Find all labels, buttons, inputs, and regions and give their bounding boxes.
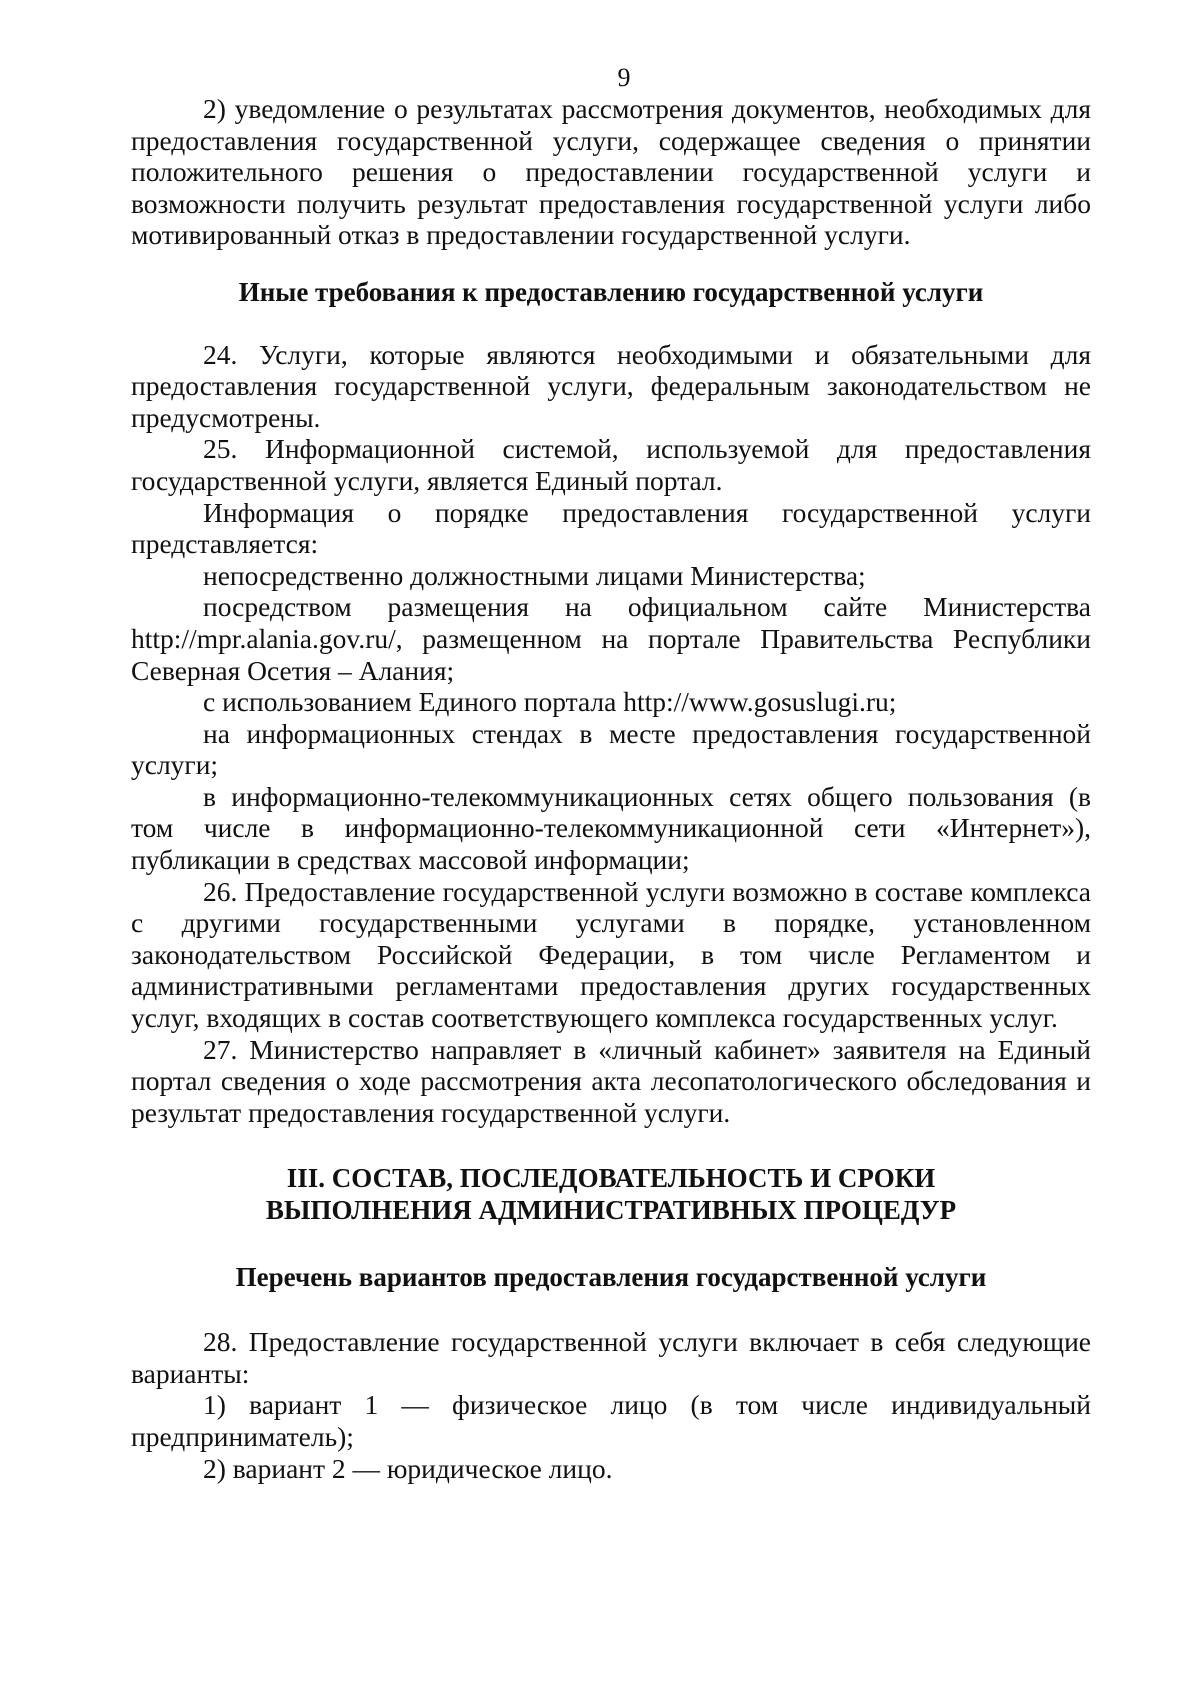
paragraph-info-networks: в информационно-телекоммуникационных сетях общего пользования (в том числе в информационно-телекоммуникационной сети «Интернет»), публикации в средствах массовой информации; (131, 780, 1091, 876)
paragraph-variant-1: 1) вариант 1 — физическое лицо (в том числе индивидуальный предприниматель); (131, 1389, 1091, 1452)
document-page (131, 62, 1091, 1484)
paragraph-notification: 2) уведомление о результатах рассмотрения документов, необходимых для предоставления государственной услуги, содержащее сведения о принятии положительного решения о предоставлении государственной услуги и возможности получить результат предоставления государственной услуги либо мотивированный отказ в предоставлении государственной услуги. (131, 93, 1091, 251)
page-number: 9 (617, 63, 631, 92)
paragraph-info-officials: непосредственно должностными лицами Министерства; (203, 559, 866, 591)
paragraph-info-stands: на информационных стендах в месте предоставления государственной услуги; (131, 717, 1091, 781)
paragraph-info-portal: с использованием Единого портала http://www.gosuslugi.ru; (203, 686, 897, 718)
paragraph-28: 28. Предоставление государственной услуги включает в себя следующие варианты: (131, 1326, 1091, 1389)
paragraph-info-intro: Информация о порядке предоставления государственной услуги представляется: (131, 496, 1091, 560)
paragraph-24: 24. Услуги, которые являются необходимыми и обязательными для предоставления государственной услуги, федеральным законодательством не предусмотрены. (131, 338, 1091, 433)
paragraph-variant-2: 2) вариант 2 — юридическое лицо. (203, 1452, 613, 1484)
section-heading-line-1: III. СОСТАВ, ПОСЛЕДОВАТЕЛЬНОСТЬ И СРОКИ (286, 1163, 936, 1194)
paragraph-25: 25. Информационной системой, используемой для предоставления государственной услуги, является Единый портал. (131, 433, 1091, 496)
paragraph-27: 27. Министерство направляет в «личный кабинет» заявителя на Единый портал сведения о ходе рассмотрения акта лесопатологического обследования и результат предоставления государственной услуги. (131, 1033, 1091, 1128)
section-heading-line-2: ВЫПОЛНЕНИЯ АДМИНИСТРАТИВНЫХ ПРОЦЕДУР (265, 1195, 957, 1225)
paragraph-info-website: посредством размещения на официальном сайте Министерства http://mpr.alania.gov.ru/, размещенном на портале Правительства Республики Северная Осетия – Алания; (131, 591, 1091, 686)
heading-other-requirements: Иные требования к предоставлению государственной услуги (238, 276, 984, 307)
heading-variants: Перечень вариантов предоставления государственной услуги (235, 1261, 987, 1292)
section-heading-iii (131, 1163, 1091, 1226)
paragraph-26: 26. Предоставление государственной услуги возможно в составе комплекса с другими государственными услугами в порядке, установленном законодательством Российской Федерации, в том числе Регламентом и административными регламентами предоставления других государственных услуг, входящих в состав соответствующего комплекса государственных услуг. (131, 875, 1091, 1034)
